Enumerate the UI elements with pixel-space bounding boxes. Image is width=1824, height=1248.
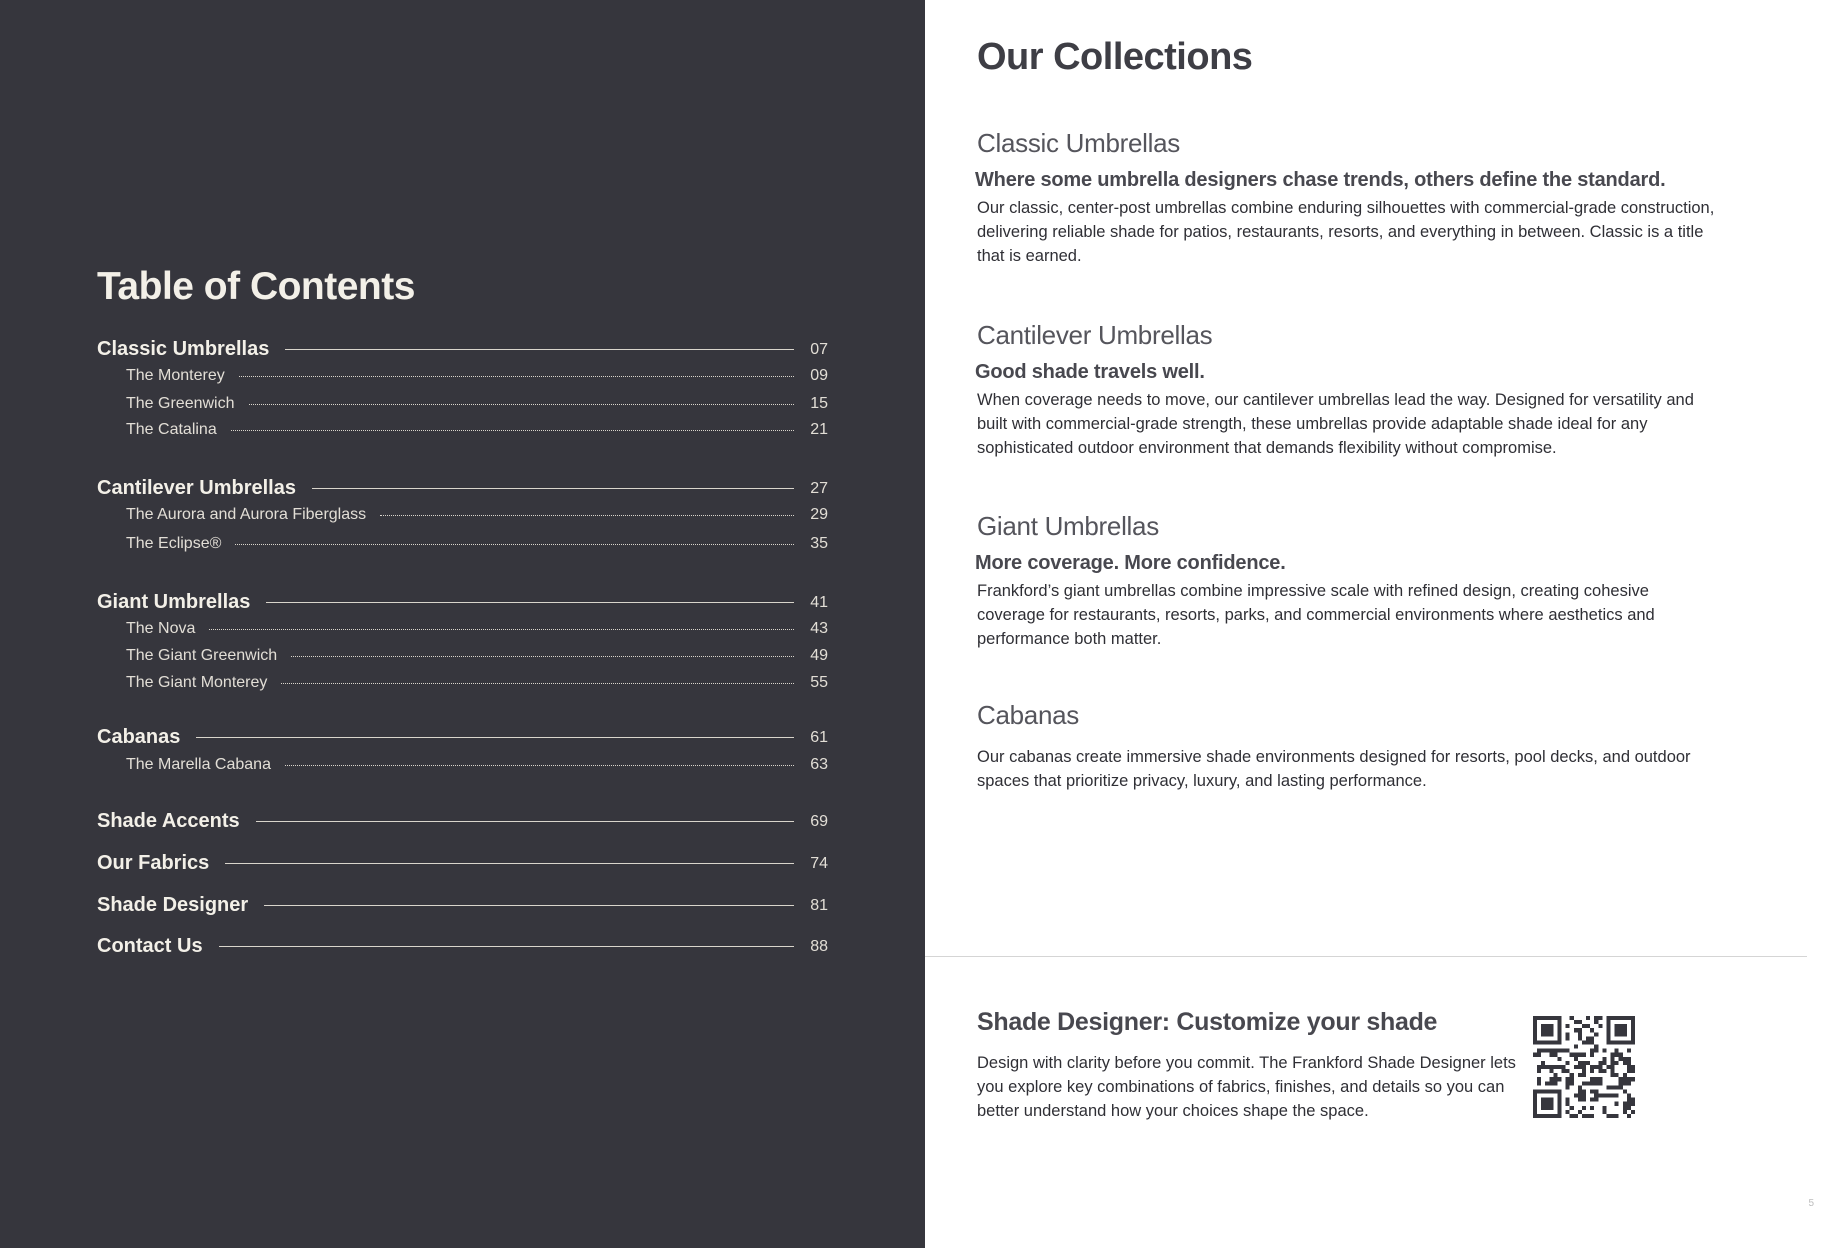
toc-section[interactable] [97, 935, 828, 958]
toc-page-number: 88 [810, 937, 828, 955]
toc-leader-dots [235, 544, 794, 545]
toc-section[interactable] [97, 338, 828, 361]
cantilever-heading: Cantilever Umbrellas [977, 320, 1213, 350]
toc-section-label: Shade Designer [97, 894, 249, 916]
toc-leader-dots [231, 430, 794, 431]
page-number: 5 [1808, 1198, 1814, 1209]
toc-section[interactable] [97, 591, 828, 614]
toc-subitem[interactable] [126, 647, 828, 665]
toc-leader-dots [285, 765, 794, 766]
toc-subitem-label: The Monterey [126, 367, 225, 384]
toc-page-number: 21 [810, 421, 828, 438]
giant-body: Frankford’s giant umbrellas combine impressive scale with refined design, creating cohesive coverage for restaurants, resorts, parks, and commercial environments where aesthetics and performance both matter. [977, 582, 1655, 648]
toc-section[interactable] [97, 852, 828, 875]
toc-section-label: Shade Accents [97, 810, 240, 832]
toc-section[interactable] [97, 894, 828, 917]
toc-leader-line [196, 737, 794, 738]
toc-subitem[interactable] [126, 395, 828, 413]
toc-subitem[interactable] [126, 620, 828, 638]
toc-leader-dots [249, 404, 795, 405]
toc-section-label: Giant Umbrellas [97, 591, 251, 613]
toc-subitem[interactable] [126, 756, 828, 774]
section-divider [925, 956, 1807, 957]
cabanas-heading: Cabanas [977, 700, 1079, 730]
toc-page-number: 09 [810, 367, 828, 384]
toc-leader-dots [380, 515, 794, 516]
toc-page-number: 27 [810, 479, 828, 497]
toc-subitem-label: The Giant Greenwich [126, 647, 278, 664]
designer-heading: Shade Designer: Customize your shade [977, 1008, 1438, 1036]
toc-page-number: 63 [810, 756, 828, 773]
toc-subitem[interactable] [126, 674, 828, 692]
toc-subitem[interactable] [126, 421, 828, 439]
qr-code-icon[interactable] [1533, 1016, 1635, 1118]
toc-leader-line [266, 602, 794, 603]
toc-leader-dots [239, 376, 794, 377]
toc-subitem-label: The Marella Cabana [126, 756, 271, 773]
toc-section[interactable] [97, 726, 828, 749]
classic-section [977, 128, 1717, 268]
toc-title: Table of Contents [97, 265, 415, 308]
toc-section-label: Cantilever Umbrellas [97, 477, 296, 499]
toc-page-number: 61 [810, 728, 828, 746]
toc-leader-line [219, 946, 794, 947]
toc-leader-line [256, 821, 794, 822]
toc-subitem[interactable] [126, 367, 828, 385]
cantilever-section [977, 320, 1717, 460]
toc-leader-line [285, 349, 794, 350]
toc-page-number: 43 [810, 620, 828, 637]
toc-page-number: 74 [810, 854, 828, 872]
toc-section-label: Contact Us [97, 935, 203, 957]
toc-page-number: 69 [810, 812, 828, 830]
toc-subitem[interactable] [126, 535, 828, 553]
toc-page-number: 41 [810, 593, 828, 611]
toc-leader-dots [281, 683, 794, 684]
toc-leader-line [225, 863, 794, 864]
toc-page-number: 29 [810, 506, 828, 523]
toc-subitem-label: The Catalina [126, 421, 217, 438]
cabanas-section [977, 700, 1717, 793]
toc-leader-line [312, 488, 794, 489]
cabanas-body: Our cabanas create immersive shade environments designed for resorts, pool decks, and outdoor spaces that prioritize privacy, luxury, and lasting performance. [977, 748, 1691, 790]
toc-subitem-label: The Greenwich [126, 395, 235, 412]
toc-page-number: 07 [810, 340, 828, 358]
giant-heading: Giant Umbrellas [977, 511, 1159, 541]
toc-page-number: 15 [810, 395, 828, 412]
shade-designer-promo [977, 1008, 1517, 1123]
toc-section[interactable] [97, 810, 828, 833]
toc-page-number: 35 [810, 535, 828, 552]
toc-subitem-label: The Aurora and Aurora Fiberglass [126, 506, 367, 523]
toc-subitem-label: The Nova [126, 620, 196, 637]
toc-section-label: Cabanas [97, 726, 181, 748]
toc-page-number: 55 [810, 674, 828, 691]
toc-section-label: Our Fabrics [97, 852, 210, 874]
classic-heading: Classic Umbrellas [977, 128, 1180, 158]
toc-leader-line [264, 905, 794, 906]
toc-leader-dots [291, 656, 794, 657]
giant-section [977, 511, 1717, 651]
giant-tagline: More coverage. More confidence. [975, 552, 1286, 574]
toc-page-number: 49 [810, 647, 828, 664]
collections-panel [925, 0, 1824, 1248]
toc-page-number: 81 [810, 896, 828, 914]
toc-section-label: Classic Umbrellas [97, 338, 270, 360]
classic-tagline: Where some umbrella designers chase trends, others define the standard. [975, 169, 1666, 191]
toc-section[interactable] [97, 477, 828, 500]
toc-leader-dots [209, 629, 794, 630]
designer-body: Design with clarity before you commit. The Frankford Shade Designer lets you explore key combinations of fabrics, finishes, and details so you can better understand how your choices shape the space. [977, 1054, 1516, 1120]
cantilever-tagline: Good shade travels well. [975, 361, 1205, 383]
classic-body: Our classic, center-post umbrellas combine enduring silhouettes with commercial-grade construction, delivering reliable shade for patios, restaurants, resorts, and everything in between. Classic is a title that is earned. [977, 199, 1715, 265]
toc-subitem[interactable] [126, 506, 828, 524]
cantilever-body: When coverage needs to move, our cantilever umbrellas lead the way. Designed for versatility and built with commercial-grade strength, these umbrellas provide adaptable shade ideal for any sophisticated outdoor environment that demands flexibility without compromise. [977, 391, 1694, 457]
collections-title: Our Collections [977, 36, 1253, 78]
toc-subitem-label: The Giant Monterey [126, 674, 268, 691]
toc-subitem-label: The Eclipse® [126, 535, 222, 552]
